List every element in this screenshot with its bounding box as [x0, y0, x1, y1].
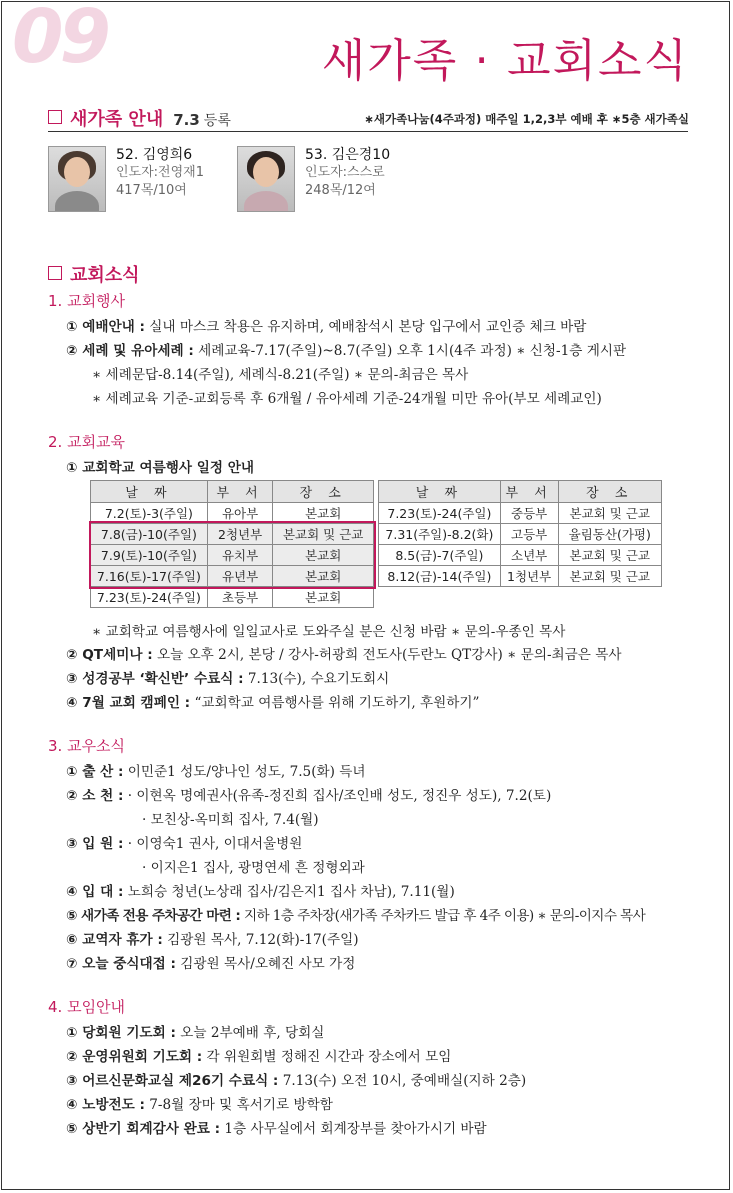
item-text: 이민준1 성도/양나인 성도, 7.5(화) 득녀	[123, 764, 366, 780]
news-subitem: · 모친상-옥미희 집사, 7.4(월)	[142, 812, 319, 828]
table-cell: 7.9(토)-10(주일)	[91, 545, 208, 566]
table-cell: 본교회	[273, 587, 374, 608]
table-header: 날 짜	[91, 481, 208, 503]
table-header: 장 소	[273, 481, 374, 503]
newcomers-date-suffix: 등록	[203, 113, 231, 129]
newcomer-guide: 인도자:전영재1	[116, 165, 204, 180]
news-heading: 교회소식	[48, 261, 140, 287]
item-text: · 이현옥 명예권사(유족-정진희 집사/조인배 성도, 정진우 성도), 7.2(토)	[123, 788, 552, 804]
item-text: 지하 1층 주차장(새가족 주차카드 발급 후 4주 이용) ∗ 문의-이지수 목사	[240, 908, 646, 924]
table-cell: 유아부	[207, 503, 273, 524]
table-cell: 본교회	[273, 566, 374, 587]
page-title: 새가족 · 교회소식	[321, 34, 689, 87]
table-cell: 본교회	[273, 503, 374, 524]
table-header: 부 서	[500, 481, 558, 503]
table-row	[379, 503, 662, 524]
table-cell: 7.16(토)-17(주일)	[91, 566, 208, 587]
news-item	[66, 1045, 451, 1065]
item-label: ③ 성경공부 ‘확신반’ 수료식 :	[66, 671, 244, 687]
schedule-table-left	[90, 480, 374, 608]
item-text: 오늘 오후 2시, 본당 / 강사-허광희 전도사(두란노 QT강사) ∗ 문의-최금은 목사	[152, 647, 622, 663]
item-text: 7.13(수), 수요기도회시	[243, 671, 390, 687]
news-item	[66, 1093, 333, 1113]
item-text: “교회학교 여름행사를 위해 기도하기, 후원하기”	[190, 695, 480, 711]
divider	[48, 131, 688, 132]
item-label: ⑤ 상반기 회계감사 완료 :	[66, 1121, 221, 1137]
item-text: 7.13(수) 오전 10시, 중예배실(지하 2층)	[278, 1073, 527, 1089]
table-row	[91, 545, 374, 566]
item-label: ② QT세미나 :	[66, 647, 153, 663]
news-item	[66, 456, 254, 476]
item-label: ① 출 산 :	[66, 764, 124, 780]
table-cell: 율림동산(가평)	[558, 524, 662, 545]
newcomer-group: 248목/12여	[305, 183, 376, 198]
table-cell: 7.23(토)-24(주일)	[379, 503, 501, 524]
table-cell: 유년부	[207, 566, 273, 587]
newcomer-name: 52. 김영희6	[116, 147, 193, 163]
item-label: ③ 어르신문화교실 제26기 수료식 :	[66, 1073, 279, 1089]
item-label: ② 소 천 :	[66, 788, 124, 804]
newcomer-photo	[48, 146, 106, 212]
news-item	[66, 904, 645, 924]
news-item	[66, 1021, 324, 1041]
table-cell: 본교회 및 근교	[558, 545, 662, 566]
section-title: 4. 모임안내	[48, 998, 126, 1016]
newcomer-photo	[237, 146, 295, 212]
square-bullet-icon	[48, 266, 62, 280]
newcomer-guide: 인도자:스스로	[305, 165, 385, 180]
item-label: ⑥ 교역자 휴가 :	[66, 932, 163, 948]
news-item	[66, 952, 355, 972]
table-header: 장 소	[558, 481, 662, 503]
item-label: ① 교회학교 여름행사 일정 안내	[66, 460, 255, 476]
newcomer-group: 417목/10여	[116, 183, 187, 198]
section-title: 2. 교회교육	[48, 433, 126, 451]
table-cell: 본교회 및 근교	[558, 503, 662, 524]
newcomers-heading: 새가족 안내 7.3 등록	[48, 105, 231, 131]
news-subitem: · 이지은1 집사, 광명연세 흔 정형외과	[142, 860, 365, 876]
table-row	[379, 524, 662, 545]
newcomers-date: 7.3	[173, 111, 200, 129]
item-text: · 이영숙1 권사, 이대서울병원	[123, 836, 303, 852]
news-item	[66, 691, 479, 711]
table-cell: 유치부	[207, 545, 273, 566]
news-item	[66, 832, 302, 852]
schedule-table-right	[378, 480, 662, 587]
news-note: ∗ 교회학교 여름행사에 일일교사로 도와주실 분은 신청 바람 ∗ 문의-우종인 목사	[92, 624, 566, 640]
table-cell: 1청년부	[500, 566, 558, 587]
news-item	[66, 784, 551, 804]
section-title: 1. 교회행사	[48, 292, 126, 310]
table-cell: 본교회 및 근교	[273, 524, 374, 545]
item-label: ④ 7월 교회 캠페인 :	[66, 695, 191, 711]
news-item	[66, 880, 455, 900]
news-note: ∗ 세례문답-8.14(주일), 세례식-8.21(주일) ∗ 문의-최금은 목사	[92, 367, 469, 383]
page-number: 09	[12, 0, 107, 80]
table-header: 부 서	[207, 481, 273, 503]
table-cell: 7.23(토)-24(주일)	[91, 587, 208, 608]
table-cell: 8.5(금)-7(주일)	[379, 545, 501, 566]
item-label: ④ 노방전도 :	[66, 1097, 145, 1113]
table-cell: 7.31(주일)-8.2(화)	[379, 524, 501, 545]
item-text: 김광원 목사/오혜진 사모 가정	[175, 956, 356, 972]
news-item	[66, 315, 586, 335]
table-row	[91, 566, 374, 587]
newcomers-note: ∗새가족나눔(4주과정) 매주일 1,2,3부 예배 후 ∗5층 새가족실	[364, 112, 689, 126]
square-bullet-icon	[48, 110, 62, 124]
section-title: 3. 교우소식	[48, 737, 126, 755]
item-label: ⑤ 새가족 전용 주차공간 마련 :	[66, 908, 241, 924]
table-row	[91, 503, 374, 524]
table-header: 날 짜	[379, 481, 501, 503]
table-cell: 중등부	[500, 503, 558, 524]
item-text: 세례교육-7.17(주일)~8.7(주일) 오후 1시(4주 과정) ∗ 신청-1층 게시판	[193, 343, 627, 359]
item-label: ② 세례 및 유아세례 :	[66, 343, 194, 359]
table-cell: 7.8(금)-10(주일)	[91, 524, 208, 545]
table-row	[91, 524, 374, 545]
item-label: ① 당회원 기도회 :	[66, 1025, 176, 1041]
newcomer-card	[48, 146, 204, 212]
news-item	[66, 928, 359, 948]
item-text: 7-8월 장마 및 혹서기로 방학함	[144, 1097, 333, 1113]
news-item	[66, 760, 366, 780]
table-cell: 8.12(금)-14(주일)	[379, 566, 501, 587]
table-cell: 7.2(토)-3(주일)	[91, 503, 208, 524]
newcomer-name: 53. 김은경10	[305, 147, 391, 163]
newcomer-card	[237, 146, 390, 212]
news-item	[66, 1069, 526, 1089]
item-text: 김광원 목사, 7.12(화)-17(주일)	[162, 932, 359, 948]
news-note: ∗ 세례교육 기준-교회등록 후 6개월 / 유아세례 기준-24개월 미만 유아(부모 세례교인)	[92, 391, 602, 407]
table-row	[379, 566, 662, 587]
table-row	[91, 587, 374, 608]
news-item	[66, 667, 389, 687]
table-cell: 2청년부	[207, 524, 273, 545]
news-item	[66, 1117, 487, 1137]
table-cell: 소년부	[500, 545, 558, 566]
item-text: 1층 사무실에서 회계장부를 찾아가시기 바람	[220, 1121, 487, 1137]
table-row	[379, 545, 662, 566]
item-label: ④ 입 대 :	[66, 884, 124, 900]
item-label: ③ 입 원 :	[66, 836, 124, 852]
item-text: 실내 마스크 착용은 유지하며, 예배참석시 본당 입구에서 교인증 체크 바람	[144, 319, 587, 335]
item-label: ② 운영위원회 기도회 :	[66, 1049, 203, 1065]
table-cell: 초등부	[207, 587, 273, 608]
item-text: 노희승 청년(노상래 집사/김은지1 집사 차남), 7.11(월)	[123, 884, 455, 900]
item-text: 각 위원회별 정해진 시간과 장소에서 모임	[202, 1049, 452, 1065]
table-cell: 본교회 및 근교	[558, 566, 662, 587]
item-text: 오늘 2부예배 후, 당회실	[175, 1025, 325, 1041]
item-label: ⑦ 오늘 중식대접 :	[66, 956, 176, 972]
news-item	[66, 643, 622, 663]
news-item	[66, 339, 626, 359]
table-cell: 고등부	[500, 524, 558, 545]
table-cell: 본교회	[273, 545, 374, 566]
item-label: ① 예배안내 :	[66, 319, 145, 335]
